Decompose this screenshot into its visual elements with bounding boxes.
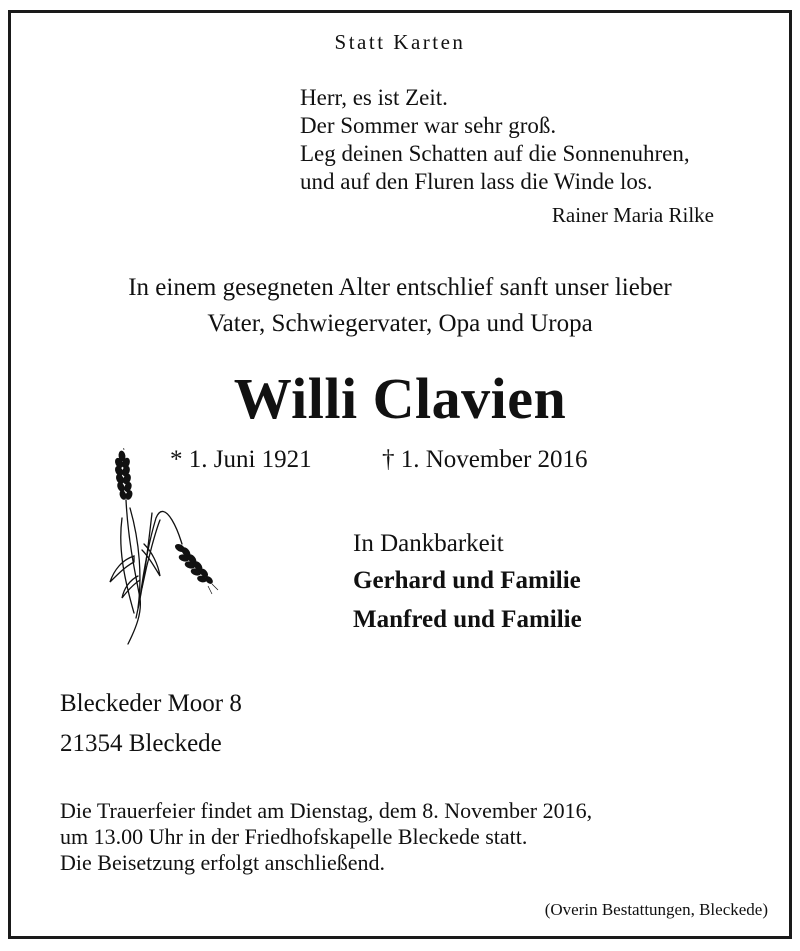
intro-line: In einem gesegneten Alter entschlief sanft unser lieber [128, 274, 672, 301]
funeral-line: Die Trauerfeier findet am Dienstag, dem 8. November 2016, [60, 798, 593, 823]
birth-date: * 1. Juni 1921 [170, 446, 312, 473]
poem-line: Herr, es ist Zeit. [300, 85, 448, 110]
poem-author: Rainer Maria Rilke [551, 203, 714, 227]
address-city: 21354 Bleckede [60, 730, 222, 757]
mourner-family: Gerhard und Familie [353, 567, 581, 594]
funeral-line: um 13.00 Uhr in der Friedhofskapelle Bleckede statt. [60, 824, 528, 849]
header-statt-karten: Statt Karten [334, 30, 466, 54]
funeral-line: Die Beisetzung erfolgt anschließend. [60, 850, 386, 875]
poem-line: Der Sommer war sehr groß. [300, 113, 557, 138]
deceased-name: Willi Clavien [233, 366, 567, 431]
intro-line: Vater, Schwiegervater, Opa und Uropa [207, 310, 593, 337]
intro-text [0, 270, 800, 342]
mourner-family: Manfred und Familie [353, 606, 582, 633]
funeral-info [60, 798, 592, 876]
poem-line: Leg deinen Schatten auf die Sonnenuhren, [300, 141, 690, 166]
undertaker-credit: (Overin Bestattungen, Bleckede) [544, 900, 768, 919]
address-street: Bleckeder Moor 8 [60, 690, 242, 717]
wheat-icon [100, 448, 225, 648]
death-date: † 1. November 2016 [382, 446, 588, 473]
thanks-text: In Dankbarkeit [353, 530, 504, 557]
poem [300, 84, 690, 196]
poem-line: und auf den Fluren lass die Winde los. [300, 169, 653, 194]
